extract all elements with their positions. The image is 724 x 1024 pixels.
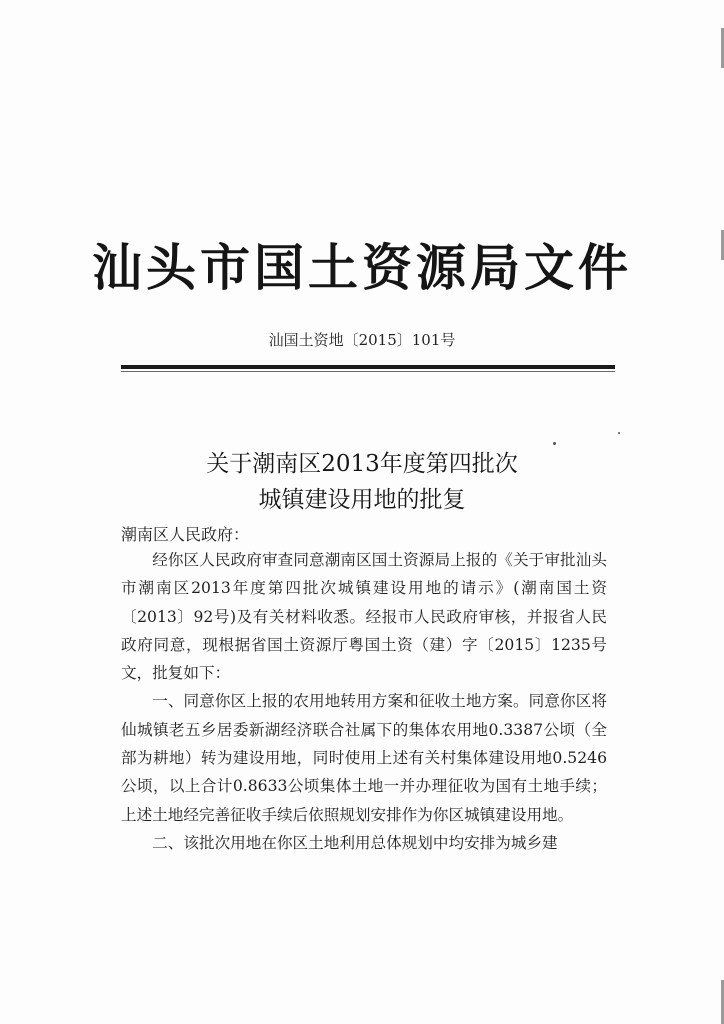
header-divider-thin bbox=[121, 371, 615, 372]
issuer-title: 汕头市国土资源局文件 bbox=[92, 238, 632, 297]
header-divider bbox=[121, 365, 615, 369]
paragraph-3: 二、该批次用地在你区土地利用总体规划中均安排为城乡建 bbox=[152, 833, 558, 852]
paragraph-1: 经你区人民政府审查同意潮南区国土资源局上报的《关于审批汕头市潮南区2013年度第四批次城镇建设用地的请示》(潮南国土资〔2013〕92号)及有关材料收悉。经报市人民政府审核，并报省人民政府同意，现根据省国土资源厅粤国土资（建）字〔2015〕1235号文，批复如下： bbox=[121, 551, 607, 683]
document-subject bbox=[0, 446, 724, 518]
paragraph-2: 一、同意你区上报的农用地转用方案和征收土地方案。同意你区将仙城镇老五乡居委新湖经济联合社属下的集体农用地0.3387公顷（全部为耕地）转为建设用地，同时使用上述有关村集体建设用地0.5246公顷，以上合计0.8633公顷集体土地一并办理征收为国有土地手续；上述土地经完善征收手续后依照规划安排作为你区城镇建设用地。 bbox=[121, 692, 607, 824]
subject-line-1: 关于潮南区2013年度第四批次 bbox=[206, 451, 518, 477]
subject-line-2: 城镇建设用地的批复 bbox=[258, 487, 466, 513]
document-number: 汕国土资地〔2015〕101号 bbox=[268, 331, 456, 349]
scan-speck bbox=[553, 442, 556, 445]
body-text bbox=[121, 546, 607, 857]
addressee: 潮南区人民政府： bbox=[121, 525, 250, 544]
scan-speck bbox=[618, 432, 620, 434]
